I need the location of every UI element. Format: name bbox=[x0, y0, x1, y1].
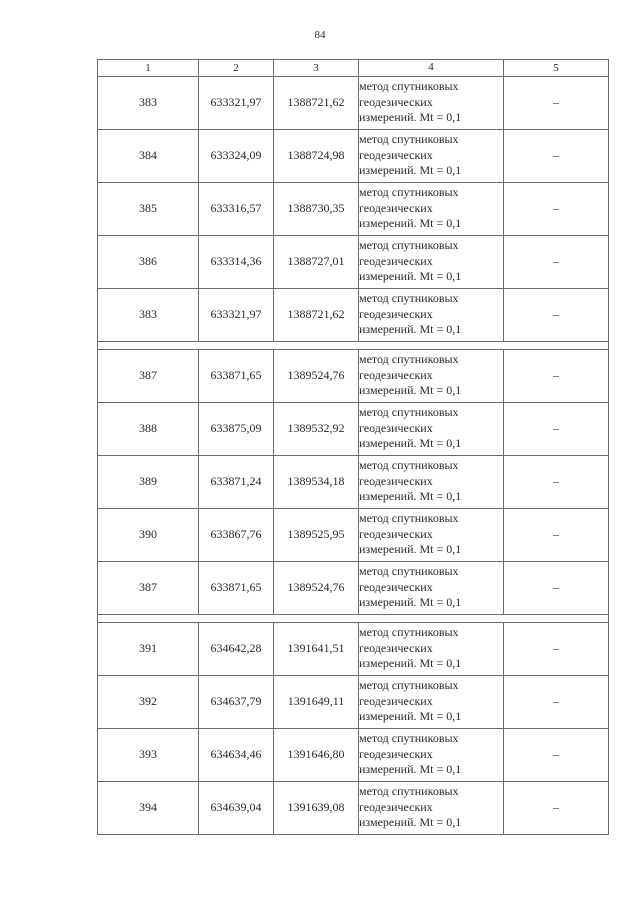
point-number-cell: 387 bbox=[98, 561, 199, 614]
method-text-line: измерений. Mt = 0,1 bbox=[359, 762, 462, 777]
x-coordinate-cell: 633867,76 bbox=[199, 508, 274, 561]
group-separator-row bbox=[98, 341, 609, 349]
method-text-line: геодезических bbox=[359, 579, 433, 594]
header-cell: 5 bbox=[504, 60, 609, 77]
method-text-line: метод спутниковых bbox=[359, 185, 459, 200]
method-cell bbox=[359, 728, 504, 781]
x-coordinate-cell: 634637,79 bbox=[199, 675, 274, 728]
y-coordinate-cell: 1388730,35 bbox=[274, 182, 359, 235]
point-number-cell: 392 bbox=[98, 675, 199, 728]
method-text-line: измерений. Mt = 0,1 bbox=[359, 110, 462, 125]
x-coordinate-cell: 633871,24 bbox=[199, 455, 274, 508]
coordinates-table bbox=[97, 59, 609, 835]
method-cell bbox=[359, 288, 504, 341]
method-text-line: геодезических bbox=[359, 147, 433, 162]
method-text-line: метод спутниковых bbox=[359, 132, 459, 147]
method-text-line: геодезических bbox=[359, 640, 433, 655]
method-cell bbox=[359, 402, 504, 455]
col5-cell: – bbox=[504, 76, 609, 129]
method-text-line: измерений. Mt = 0,1 bbox=[359, 269, 462, 284]
point-number-cell: 385 bbox=[98, 182, 199, 235]
point-number-cell: 390 bbox=[98, 508, 199, 561]
table-row bbox=[98, 288, 609, 341]
y-coordinate-cell: 1389532,92 bbox=[274, 402, 359, 455]
method-text-line: измерений. Mt = 0,1 bbox=[359, 163, 462, 178]
method-text-line: измерений. Mt = 0,1 bbox=[359, 542, 462, 557]
method-cell bbox=[359, 622, 504, 675]
header-cell: 2 bbox=[199, 60, 274, 77]
col5-cell: – bbox=[504, 402, 609, 455]
x-coordinate-cell: 633871,65 bbox=[199, 561, 274, 614]
col5-cell: – bbox=[504, 675, 609, 728]
x-coordinate-cell: 633321,97 bbox=[199, 288, 274, 341]
table-row bbox=[98, 728, 609, 781]
method-text-line: метод спутниковых bbox=[359, 238, 459, 253]
col5-cell: – bbox=[504, 781, 609, 834]
table-row bbox=[98, 622, 609, 675]
table-row bbox=[98, 675, 609, 728]
x-coordinate-cell: 634642,28 bbox=[199, 622, 274, 675]
point-number-cell: 384 bbox=[98, 129, 199, 182]
x-coordinate-cell: 634634,46 bbox=[199, 728, 274, 781]
group-separator-row bbox=[98, 614, 609, 622]
method-text-line: метод спутниковых bbox=[359, 784, 459, 799]
y-coordinate-cell: 1391646,80 bbox=[274, 728, 359, 781]
method-text-line: метод спутниковых bbox=[359, 564, 459, 579]
point-number-cell: 388 bbox=[98, 402, 199, 455]
y-coordinate-cell: 1391639,08 bbox=[274, 781, 359, 834]
table-row bbox=[98, 235, 609, 288]
y-coordinate-cell: 1391641,51 bbox=[274, 622, 359, 675]
method-text-line: геодезических bbox=[359, 693, 433, 708]
y-coordinate-cell: 1388721,62 bbox=[274, 288, 359, 341]
method-text-line: геодезических bbox=[359, 473, 433, 488]
method-cell bbox=[359, 675, 504, 728]
point-number-cell: 383 bbox=[98, 76, 199, 129]
table-row bbox=[98, 402, 609, 455]
method-text-line: измерений. Mt = 0,1 bbox=[359, 383, 462, 398]
page-number: 84 bbox=[314, 29, 326, 41]
method-text-line: метод спутниковых bbox=[359, 79, 459, 94]
y-coordinate-cell: 1388724,98 bbox=[274, 129, 359, 182]
table-row bbox=[98, 781, 609, 834]
point-number-cell: 394 bbox=[98, 781, 199, 834]
x-coordinate-cell: 633875,09 bbox=[199, 402, 274, 455]
separator-cell bbox=[98, 614, 609, 622]
col5-cell: – bbox=[504, 288, 609, 341]
col5-cell: – bbox=[504, 561, 609, 614]
header-cell: 1 bbox=[98, 60, 199, 77]
x-coordinate-cell: 633321,97 bbox=[199, 76, 274, 129]
method-text-line: измерений. Mt = 0,1 bbox=[359, 489, 462, 504]
col5-cell: – bbox=[504, 182, 609, 235]
method-cell bbox=[359, 561, 504, 614]
method-text-line: геодезических bbox=[359, 420, 433, 435]
method-text-line: метод спутниковых bbox=[359, 511, 459, 526]
method-text-line: метод спутниковых bbox=[359, 458, 459, 473]
method-text-line: геодезических bbox=[359, 253, 433, 268]
point-number-cell: 386 bbox=[98, 235, 199, 288]
method-text-line: измерений. Mt = 0,1 bbox=[359, 656, 462, 671]
table-row bbox=[98, 508, 609, 561]
col5-cell: – bbox=[504, 235, 609, 288]
table-row bbox=[98, 76, 609, 129]
method-cell bbox=[359, 508, 504, 561]
method-text-line: метод спутниковых bbox=[359, 625, 459, 640]
method-text-line: измерений. Mt = 0,1 bbox=[359, 436, 462, 451]
method-text-line: геодезических bbox=[359, 526, 433, 541]
col5-cell: – bbox=[504, 129, 609, 182]
method-text-line: измерений. Mt = 0,1 bbox=[359, 322, 462, 337]
table-row bbox=[98, 455, 609, 508]
table-row bbox=[98, 349, 609, 402]
y-coordinate-cell: 1389524,76 bbox=[274, 349, 359, 402]
point-number-cell: 391 bbox=[98, 622, 199, 675]
method-cell bbox=[359, 129, 504, 182]
method-text-line: метод спутниковых bbox=[359, 352, 459, 367]
y-coordinate-cell: 1391649,11 bbox=[274, 675, 359, 728]
method-text-line: геодезических bbox=[359, 306, 433, 321]
method-cell bbox=[359, 349, 504, 402]
col5-cell: – bbox=[504, 728, 609, 781]
x-coordinate-cell: 633314,36 bbox=[199, 235, 274, 288]
method-text-line: геодезических bbox=[359, 746, 433, 761]
col5-cell: – bbox=[504, 508, 609, 561]
y-coordinate-cell: 1388721,62 bbox=[274, 76, 359, 129]
x-coordinate-cell: 633316,57 bbox=[199, 182, 274, 235]
coordinates-table-body bbox=[98, 60, 609, 835]
method-text-line: измерений. Mt = 0,1 bbox=[359, 216, 462, 231]
x-coordinate-cell: 634639,04 bbox=[199, 781, 274, 834]
method-text-line: измерений. Mt = 0,1 bbox=[359, 709, 462, 724]
point-number-cell: 383 bbox=[98, 288, 199, 341]
table-row bbox=[98, 561, 609, 614]
method-cell bbox=[359, 76, 504, 129]
method-text-line: измерений. Mt = 0,1 bbox=[359, 815, 462, 830]
method-text-line: метод спутниковых bbox=[359, 405, 459, 420]
x-coordinate-cell: 633324,09 bbox=[199, 129, 274, 182]
point-number-cell: 389 bbox=[98, 455, 199, 508]
table-row bbox=[98, 182, 609, 235]
method-cell bbox=[359, 455, 504, 508]
method-text-line: геодезических bbox=[359, 94, 433, 109]
y-coordinate-cell: 1389525,95 bbox=[274, 508, 359, 561]
col5-cell: – bbox=[504, 455, 609, 508]
header-cell: 3 bbox=[274, 60, 359, 77]
header-cell: 4 bbox=[359, 60, 504, 77]
point-number-cell: 387 bbox=[98, 349, 199, 402]
method-text-line: геодезических bbox=[359, 200, 433, 215]
header-row bbox=[98, 60, 609, 77]
method-cell bbox=[359, 182, 504, 235]
method-text-line: метод спутниковых bbox=[359, 291, 459, 306]
point-number-cell: 393 bbox=[98, 728, 199, 781]
method-text-line: измерений. Mt = 0,1 bbox=[359, 595, 462, 610]
table-row bbox=[98, 129, 609, 182]
method-cell bbox=[359, 781, 504, 834]
col5-cell: – bbox=[504, 622, 609, 675]
method-text-line: геодезических bbox=[359, 367, 433, 382]
col5-cell: – bbox=[504, 349, 609, 402]
method-text-line: метод спутниковых bbox=[359, 731, 459, 746]
y-coordinate-cell: 1388727,01 bbox=[274, 235, 359, 288]
y-coordinate-cell: 1389524,76 bbox=[274, 561, 359, 614]
method-cell bbox=[359, 235, 504, 288]
method-text-line: геодезических bbox=[359, 799, 433, 814]
method-text-line: метод спутниковых bbox=[359, 678, 459, 693]
y-coordinate-cell: 1389534,18 bbox=[274, 455, 359, 508]
separator-cell bbox=[98, 341, 609, 349]
x-coordinate-cell: 633871,65 bbox=[199, 349, 274, 402]
